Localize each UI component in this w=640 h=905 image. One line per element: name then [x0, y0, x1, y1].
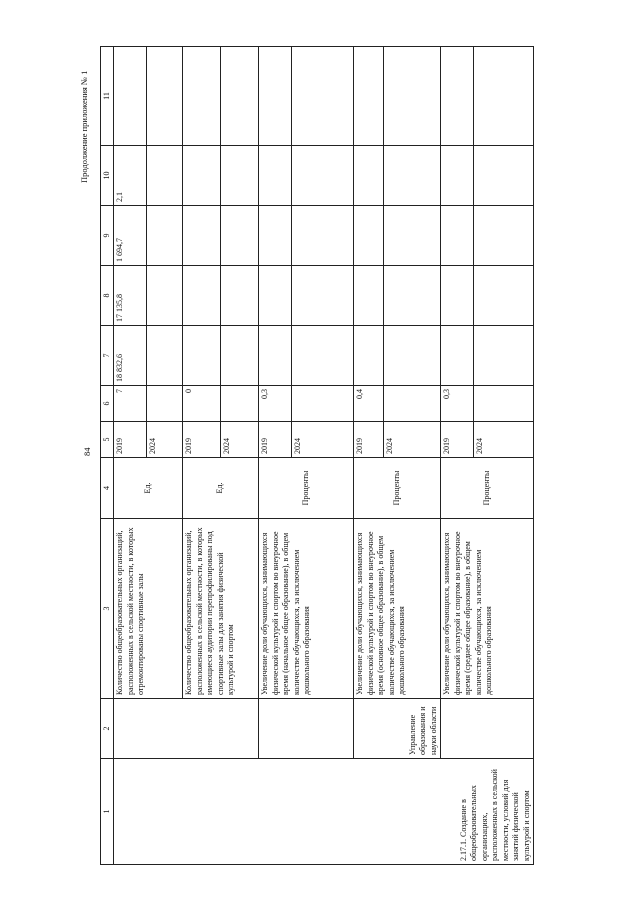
- col7-cell: [259, 326, 292, 386]
- col8-cell: [384, 266, 441, 326]
- col10-cell: [441, 146, 474, 206]
- col7-cell: [292, 326, 354, 386]
- indicator-unit: Проценты: [441, 458, 534, 519]
- col8-cell: [259, 266, 292, 326]
- col8-cell: [474, 266, 534, 326]
- value-cell: [221, 386, 259, 422]
- indicator-name: Увеличение доли обучающихся, занимающихся физической культурой и спортом во внеурочное время (среднее общее образование), в общем количестве обучающихся, за исключением дошкольного образования: [441, 519, 534, 699]
- indicator-name: Количество общеобразовательных организаций, расположенных в сельской местности, в которых имеющиеся аудитории перепрофилированы под спортивные залы для занятия физической культурой и спортом: [183, 519, 259, 699]
- col7-cell: [183, 326, 221, 386]
- year-cell: 2024: [474, 422, 534, 458]
- year-cell: 2024: [292, 422, 354, 458]
- value-cell: [292, 386, 354, 422]
- col7-cell: 18 832,6: [114, 326, 147, 386]
- col8-cell: [354, 266, 384, 326]
- indicators-table: [100, 46, 534, 865]
- col8-cell: [292, 266, 354, 326]
- table-row: [354, 47, 384, 865]
- year-cell: 2019: [114, 422, 147, 458]
- col10-cell: [384, 146, 441, 206]
- col10-cell: 2,1: [114, 146, 147, 206]
- col10-cell: [292, 146, 354, 206]
- col-number: 7: [101, 326, 114, 386]
- value-cell: [147, 386, 183, 422]
- col10-cell: [183, 146, 221, 206]
- table-row: [441, 47, 474, 865]
- col10-cell: [474, 146, 534, 206]
- year-cell: 2019: [183, 422, 221, 458]
- year-cell: 2024: [147, 422, 183, 458]
- year-cell: 2024: [384, 422, 441, 458]
- col-number: 9: [101, 206, 114, 266]
- table-row: [259, 47, 292, 865]
- col9-cell: [221, 206, 259, 266]
- page-number: 84: [82, 447, 92, 456]
- col-number: 10: [101, 146, 114, 206]
- indicator-unit: Ед.: [183, 458, 259, 519]
- col11-cell: [384, 47, 441, 146]
- activity-cell: 2.17.1. Создание в общеобразовательных организациях, расположенных в сельской местности, условий для занятий физической культурой и спортом: [114, 759, 534, 865]
- value-cell: [474, 386, 534, 422]
- col7-cell: [147, 326, 183, 386]
- indicator-name: Увеличение доли обучающихся, занимающихся физической культурой и спортом во внеурочное время (начальное общее образование), в общем количестве обучающихся, за исключением дошкольного образования: [259, 519, 354, 699]
- col8-cell: [147, 266, 183, 326]
- col11-cell: [441, 47, 474, 146]
- value-cell: 0: [183, 386, 221, 422]
- col8-cell: [183, 266, 221, 326]
- value-cell: 0,3: [259, 386, 292, 422]
- year-cell: 2019: [441, 422, 474, 458]
- col9-cell: [354, 206, 384, 266]
- col9-cell: [292, 206, 354, 266]
- col9-cell: [183, 206, 221, 266]
- year-cell: 2019: [259, 422, 292, 458]
- col11-cell: [259, 47, 292, 146]
- col-number: 1: [101, 759, 114, 865]
- indicator-name: Количество общеобразовательных организаций, расположенных в сельской местности, в которых отремонтированы спортивные залы: [114, 519, 183, 699]
- col11-cell: [114, 47, 147, 146]
- col8-cell: [441, 266, 474, 326]
- col11-cell: [354, 47, 384, 146]
- col9-cell: [259, 206, 292, 266]
- col7-cell: [441, 326, 474, 386]
- executor-blank: [114, 699, 259, 759]
- col7-cell: [384, 326, 441, 386]
- table-row: [114, 47, 147, 865]
- col9-cell: 1 694,7: [114, 206, 147, 266]
- col11-cell: [183, 47, 221, 146]
- indicator-unit: Проценты: [354, 458, 441, 519]
- col-number: 8: [101, 266, 114, 326]
- executor-cell: Управление образования и науки области: [354, 699, 441, 759]
- col7-cell: [474, 326, 534, 386]
- col-number: 11: [101, 47, 114, 146]
- col7-cell: [354, 326, 384, 386]
- col11-cell: [147, 47, 183, 146]
- col8-cell: 17 135,8: [114, 266, 147, 326]
- col-number: 4: [101, 458, 114, 519]
- value-cell: [384, 386, 441, 422]
- col10-cell: [147, 146, 183, 206]
- col11-cell: [292, 47, 354, 146]
- indicator-name: Увеличение доли обучающихся, занимающихся физической культурой и спортом во внеурочное время (основное общее образование), в общем количестве обучающихся, за исключением дошкольного образования: [354, 519, 441, 699]
- col7-cell: [221, 326, 259, 386]
- col11-cell: [221, 47, 259, 146]
- indicator-unit: Проценты: [259, 458, 354, 519]
- col8-cell: [221, 266, 259, 326]
- col9-cell: [147, 206, 183, 266]
- indicator-unit: Ед.: [114, 458, 183, 519]
- column-number-row: [101, 47, 114, 865]
- year-cell: 2024: [221, 422, 259, 458]
- value-cell: 7: [114, 386, 147, 422]
- executor-blank: [259, 699, 354, 759]
- value-cell: 0,4: [354, 386, 384, 422]
- col-number: 5: [101, 422, 114, 458]
- col11-cell: [474, 47, 534, 146]
- value-cell: 0,3: [441, 386, 474, 422]
- col9-cell: [384, 206, 441, 266]
- col9-cell: [474, 206, 534, 266]
- year-cell: 2019: [354, 422, 384, 458]
- col-number: 3: [101, 519, 114, 699]
- col10-cell: [354, 146, 384, 206]
- col-number: 6: [101, 386, 114, 422]
- col10-cell: [259, 146, 292, 206]
- col10-cell: [221, 146, 259, 206]
- col9-cell: [441, 206, 474, 266]
- executor-blank: [441, 699, 534, 759]
- col-number: 2: [101, 699, 114, 759]
- continuation-label: Продолжение приложения № 1: [79, 70, 89, 183]
